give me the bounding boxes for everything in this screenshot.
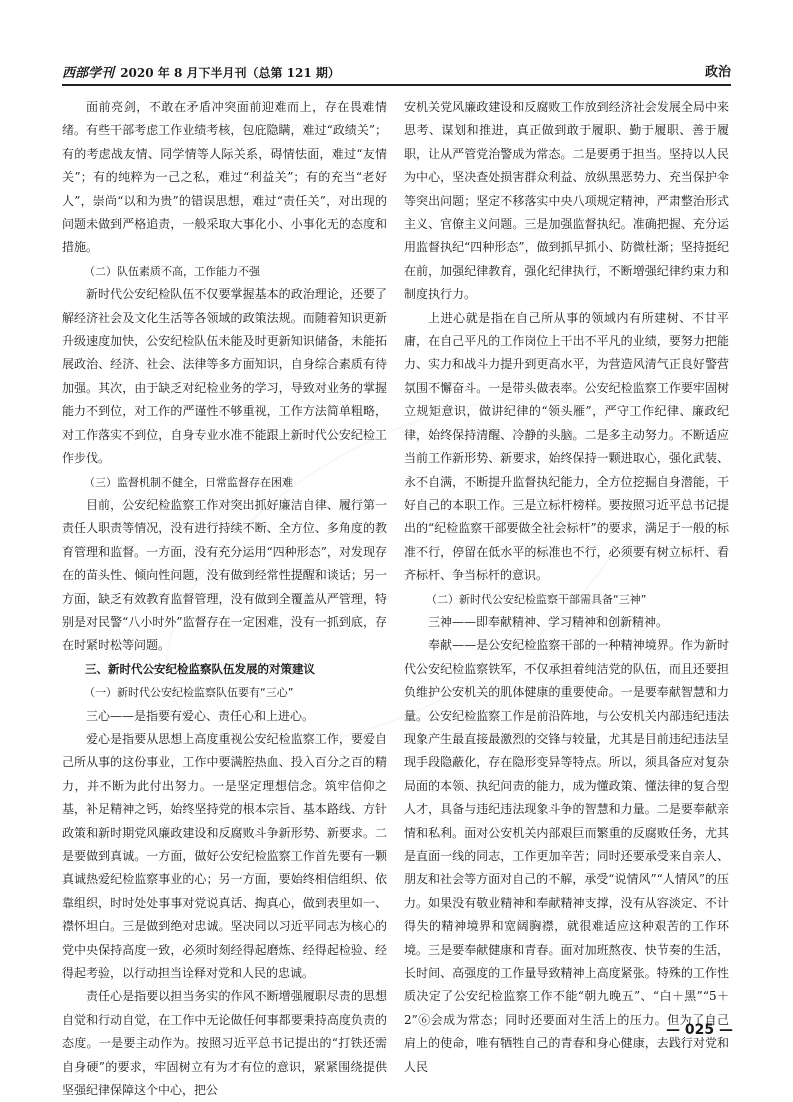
- section-heading: 三、新时代公安纪检监察队伍发展的对策建议: [85, 661, 315, 676]
- running-header: [62, 58, 731, 86]
- subsection-heading: （二）队伍素质不高，工作能力不强: [84, 264, 260, 278]
- paragraph: 责任心是指要以担当务实的作风不断增强履职尽责的思想自觉和行动自觉，在工作中无论做任何事都要秉持高度负责的态度。一是要主动作为。按照习近平总书记提出的“打铁还需自身硬”的要求，牢固树立有为才有位的意识，紧紧围绕提供坚强纪律保障这个中心，把公: [62, 989, 387, 1098]
- paragraph: 三神——即奉献精神、学习精神和创新精神。: [428, 614, 669, 629]
- paragraph: 目前，公安纪检监察工作对突出抓好廉洁自律、履行第一责任人职责等情况，没有进行持续不断、全方位、多角度的教育管理和监督。一方面，没有充分运用“四种形态”，对发现存在的苗头性、倾向性问题，没有做到经常性提醒和谈话；另一方面，缺乏有效教育监督管理，没有做到全覆盖从严管理，特别是对民警“八小时外”监督存在一定困难，没有一抓到底，存在时紧时松等问题。: [62, 497, 387, 653]
- right-column: [404, 96, 729, 1079]
- paragraph: 面前亮剑，不敢在矛盾冲突面前迎难而上，存在畏难情绪。有些干部考虑工作业绩考核，包庇隐瞒，难过“政绩关”；有的考虑战友情、同学情等人际关系，碍情怯面，难过“友情关”；有的纯粹为一己之私，难过“利益关”；有的充当“老好人”，崇尚“以和为贵”的错误思想，难过“责任关”，对出现的问题未做到严格追责，一般采取大事化小、小事化无的态度和措施。: [62, 100, 387, 255]
- subsection-heading: （一）新时代公安纪检监察队伍要有“三心”: [84, 686, 294, 700]
- paragraph: 安机关党风廉政建设和反腐败工作放到经济社会发展全局中来思考、谋划和推进，真正做到敢于履职、勤于履职、善于履职，让从严管党治警成为常态。二是要勇于担当。坚持以人民为中心，坚决查处损害群众利益、放纵黑恶势力、充当保护伞等突出问题；坚定不移落实中央八项规定精神，严肃整治形式主义、官僚主义问题。三是加强监督执纪。准确把握、充分运用监督执纪“四种形态”，做到抓早抓小、防微杜渐；坚持挺纪在前，加强纪律教育，强化纪律执行，不断增强纪律约束力和制度执行力。: [404, 100, 729, 302]
- page-number: — 025 —: [666, 1022, 733, 1038]
- journal-logo: 西部学刊: [62, 66, 115, 81]
- paragraph: 奉献——是公安纪检监察干部的一种精神境界。作为新时代公安纪检监察铁军，不仅承担着纯洁党的队伍，而且还要担负维护公安机关的肌体健康的重要使命。一是要奉献智慧和力量。公安纪检监察工作是前沿阵地，与公安机关内部违纪违法现象产生最直接最激烈的交锋与较量，尤其是目前违纪违法呈现手段隐蔽化，存在隐形变异等特点。所以，须具备应对复杂局面的本领、执纪问责的能力，成为懂政策、懂法律的复合型人才，具备与违纪违法现象斗争的智慧和力量。二是要奉献亲情和私利。面对公安机关内部艰巨而繁重的反腐败任务，尤其是直面一线的同志，工作更加辛苦；同时还要承受来自亲人、朋友和社会等方面对自己的不解，承受“说情风”“人情风”的压力。如果没有敬业精神和奉献精神支撑，没有从容淡定、不计得失的精神境界和宽阔胸襟，就很难适应这种艰苦的工作环境。三是要奉献健康和青春。面对加班熬夜、快节奏的生活，长时间、高强度的工作量导致精神上高度紧张。特殊的工作性质决定了公安纪检监察工作不能“朝九晚五”、“白＋黑”“5＋2”⑥会成为常态；同时还要面对生活上的压力。但为了自己肩上的使命，唯有牺牲自己的青春和身心健康，去践行对党和人民: [404, 638, 729, 1074]
- subsection-heading: （三）监督机制不健全，日常监督存在困难: [84, 475, 293, 489]
- paragraph: 三心——是指要有爱心、责任心和上进心。: [86, 708, 315, 723]
- issue-info: 2020 年 8 月下半月刊（总第 121 期）: [120, 66, 340, 80]
- section-label: 政治: [704, 65, 731, 80]
- subsection-heading: （二）新时代公安纪检监察干部需具备“三神”: [426, 592, 647, 606]
- left-column: [62, 96, 387, 1102]
- paragraph: 上进心就是指在自己所从事的领域内有所建树、不甘平庸，在自己平凡的工作岗位上干出不平凡的业绩，要努力把能力、实力和战斗力提升到更高水平，为营造风清气正良好警营氛围不懈奋斗。一是带头做表率。公安纪检监察工作要牢固树立规矩意识，做讲纪律的“领头雁”，严守工作纪律、廉政纪律，始终保持清醒、冷静的头脑。二是多主动努力。不断适应当前工作新形势、新要求，始终保持一颗进取心，强化武装、永不自满，不断提升监督执纪能力，全方位挖掘自身潜能，干好自己的本职工作。三是立标杆榜样。要按照习近平总书记提出的“纪检监察干部要做全社会标杆”的要求，满足于一般的标准不行，停留在低水平的标准也不行，必须要有树立标杆、看齐标杆、争当标杆的意识。: [404, 310, 729, 583]
- paragraph: 新时代公安纪检队伍不仅要掌握基本的政治理论，还要了解经济社会及文化生活等各领域的政策法规。而随着知识更新升级速度加快，公安纪检队伍未能及时更新知识储备，未能拓展政治、经济、社会、法律等多方面知识，自身综合素质有待加强。其次，由于缺乏对纪检业务的学习，导致对业务的掌握能力不到位，对工作的严谨性不够重视，工作方法简单粗略，对工作落实不到位，自身专业水准不能跟上新时代公安纪检工作步伐。: [62, 287, 387, 466]
- paragraph: 爱心是指要从思想上高度重视公安纪检监察工作，要爱自己所从事的这份事业，工作中要满腔热血、投入百分之百的精力，并不断为此付出努力。一是坚定理想信念。筑牢信仰之基，补足精神之钙，始终坚持党的根本宗旨、基本路线、方针政策和新时期党风廉政建设和反腐败斗争新形势、新要求。二是要做到真诚。一方面，做好公安纪检监察工作首先要有一颗真诚热爱纪检监察事业的心；另一方面，要始终相信组织、依靠组织，时时处处事事对党说真话、掏真心，做到表里如一、襟怀坦白。三是做到绝对忠诚。坚决同以习近平同志为核心的党中央保持高度一致，必须时刻经得起磨炼、经得起检验、经得起考验，以行动担当诠释对党和人民的忠诚。: [62, 731, 387, 981]
- journal-info: [62, 62, 340, 81]
